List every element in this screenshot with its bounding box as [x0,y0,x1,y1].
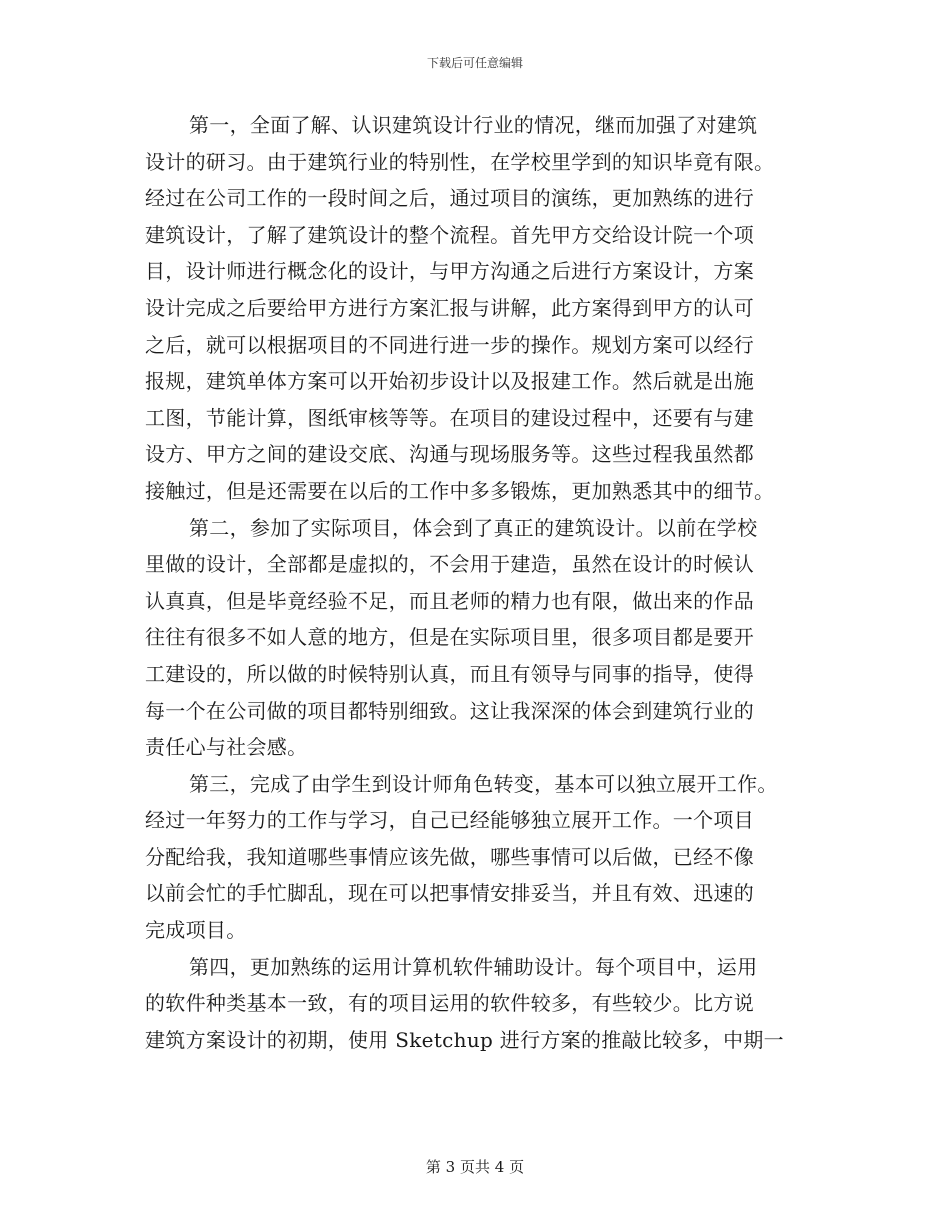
paragraph-1-line-1: 第一，全面了解、认识建筑设计行业的情况，继而加强了对建筑 [189,113,758,137]
paragraph-3-line-4: 以前会忙的手忙脚乱，现在可以把事情安排妥当，并且有效、迅速的 [145,881,754,906]
document-body [145,107,805,1058]
page-header: 下载后可任意编辑 [426,56,523,70]
paragraph-1-line-8: 报规，建筑单体方案可以开始初步设计以及报建工作。然后就是出施 [145,369,754,394]
paragraph-3-line-2: 经过一年努力的工作与学习，自己已经能够独立展开工作。一个项目 [145,808,754,833]
paragraph-4-line-3: 建筑方案设计的初期，使用 Sketchup 进行方案的推敲比较多，中期一 [145,1027,784,1052]
paragraph-1-line-5: 目，设计师进行概念化的设计，与甲方沟通之后进行方案设计，方案 [145,259,754,284]
paragraph-1-line-4: 建筑设计，了解了建筑设计的整个流程。首先甲方交给设计院一个项 [145,222,754,247]
paragraph-2-line-4: 往往有很多不如人意的地方，但是在实际项目里，很多项目都是要开 [145,625,754,650]
paragraph-2-line-1: 第二，参加了实际项目，体会到了真正的建筑设计。以前在学校 [189,515,758,540]
paragraph-1-line-11: 接触过，但是还需要在以后的工作中多多锻炼，更加熟悉其中的细节。 [145,478,775,503]
paragraph-4-line-2: 的软件种类基本一致，有的项目运用的软件较多，有些较少。比方说 [145,991,754,1016]
paragraph-1-line-10: 设方、甲方之间的建设交底、沟通与现场服务等。这些过程我虽然都 [145,442,754,467]
paragraph-1-line-9: 工图，节能计算，图纸审核等等。在项目的建设过程中，还要有与建 [145,405,754,430]
paragraph-2-line-2: 里做的设计，全部都是虚拟的，不会用于建造，虽然在设计的时候认 [145,552,754,577]
page-number-footer: 第 3 页共 4 页 [425,1158,525,1176]
paragraph-2-line-5: 工建设的，所以做的时候特别认真，而且有领导与同事的指导，使得 [145,661,754,686]
paragraph-2-line-7: 责任心与社会感。 [145,735,308,760]
paragraph-3-line-5: 完成项目。 [145,918,247,943]
paragraph-3-line-1: 第三，完成了由学生到设计师角色转变，基本可以独立展开工作。 [189,771,778,796]
paragraph-1-line-7: 之后，就可以根据项目的不同进行进一步的操作。规划方案可以经行 [145,332,754,357]
paragraph-2-line-3: 认真真，但是毕竟经验不足，而且老师的精力也有限，做出来的作品 [145,588,754,613]
paragraph-4-line-1: 第四，更加熟练的运用计算机软件辅助设计。每个项目中，运用 [189,954,758,979]
paragraph-1-line-2: 设计的研习。由于建筑行业的特别性，在学校里学到的知识毕竟有限。 [145,149,775,174]
paragraph-1-line-3: 经过在公司工作的一段时间之后，通过项目的演练，更加熟练的进行 [145,186,754,211]
paragraph-3-line-3: 分配给我，我知道哪些事情应该先做，哪些事情可以后做，已经不像 [145,844,754,869]
paragraph-1-line-6: 设计完成之后要给甲方进行方案汇报与讲解，此方案得到甲方的认可 [145,295,754,320]
paragraph-2-line-6: 每一个在公司做的项目都特别细致。这让我深深的体会到建筑行业的 [145,698,754,723]
